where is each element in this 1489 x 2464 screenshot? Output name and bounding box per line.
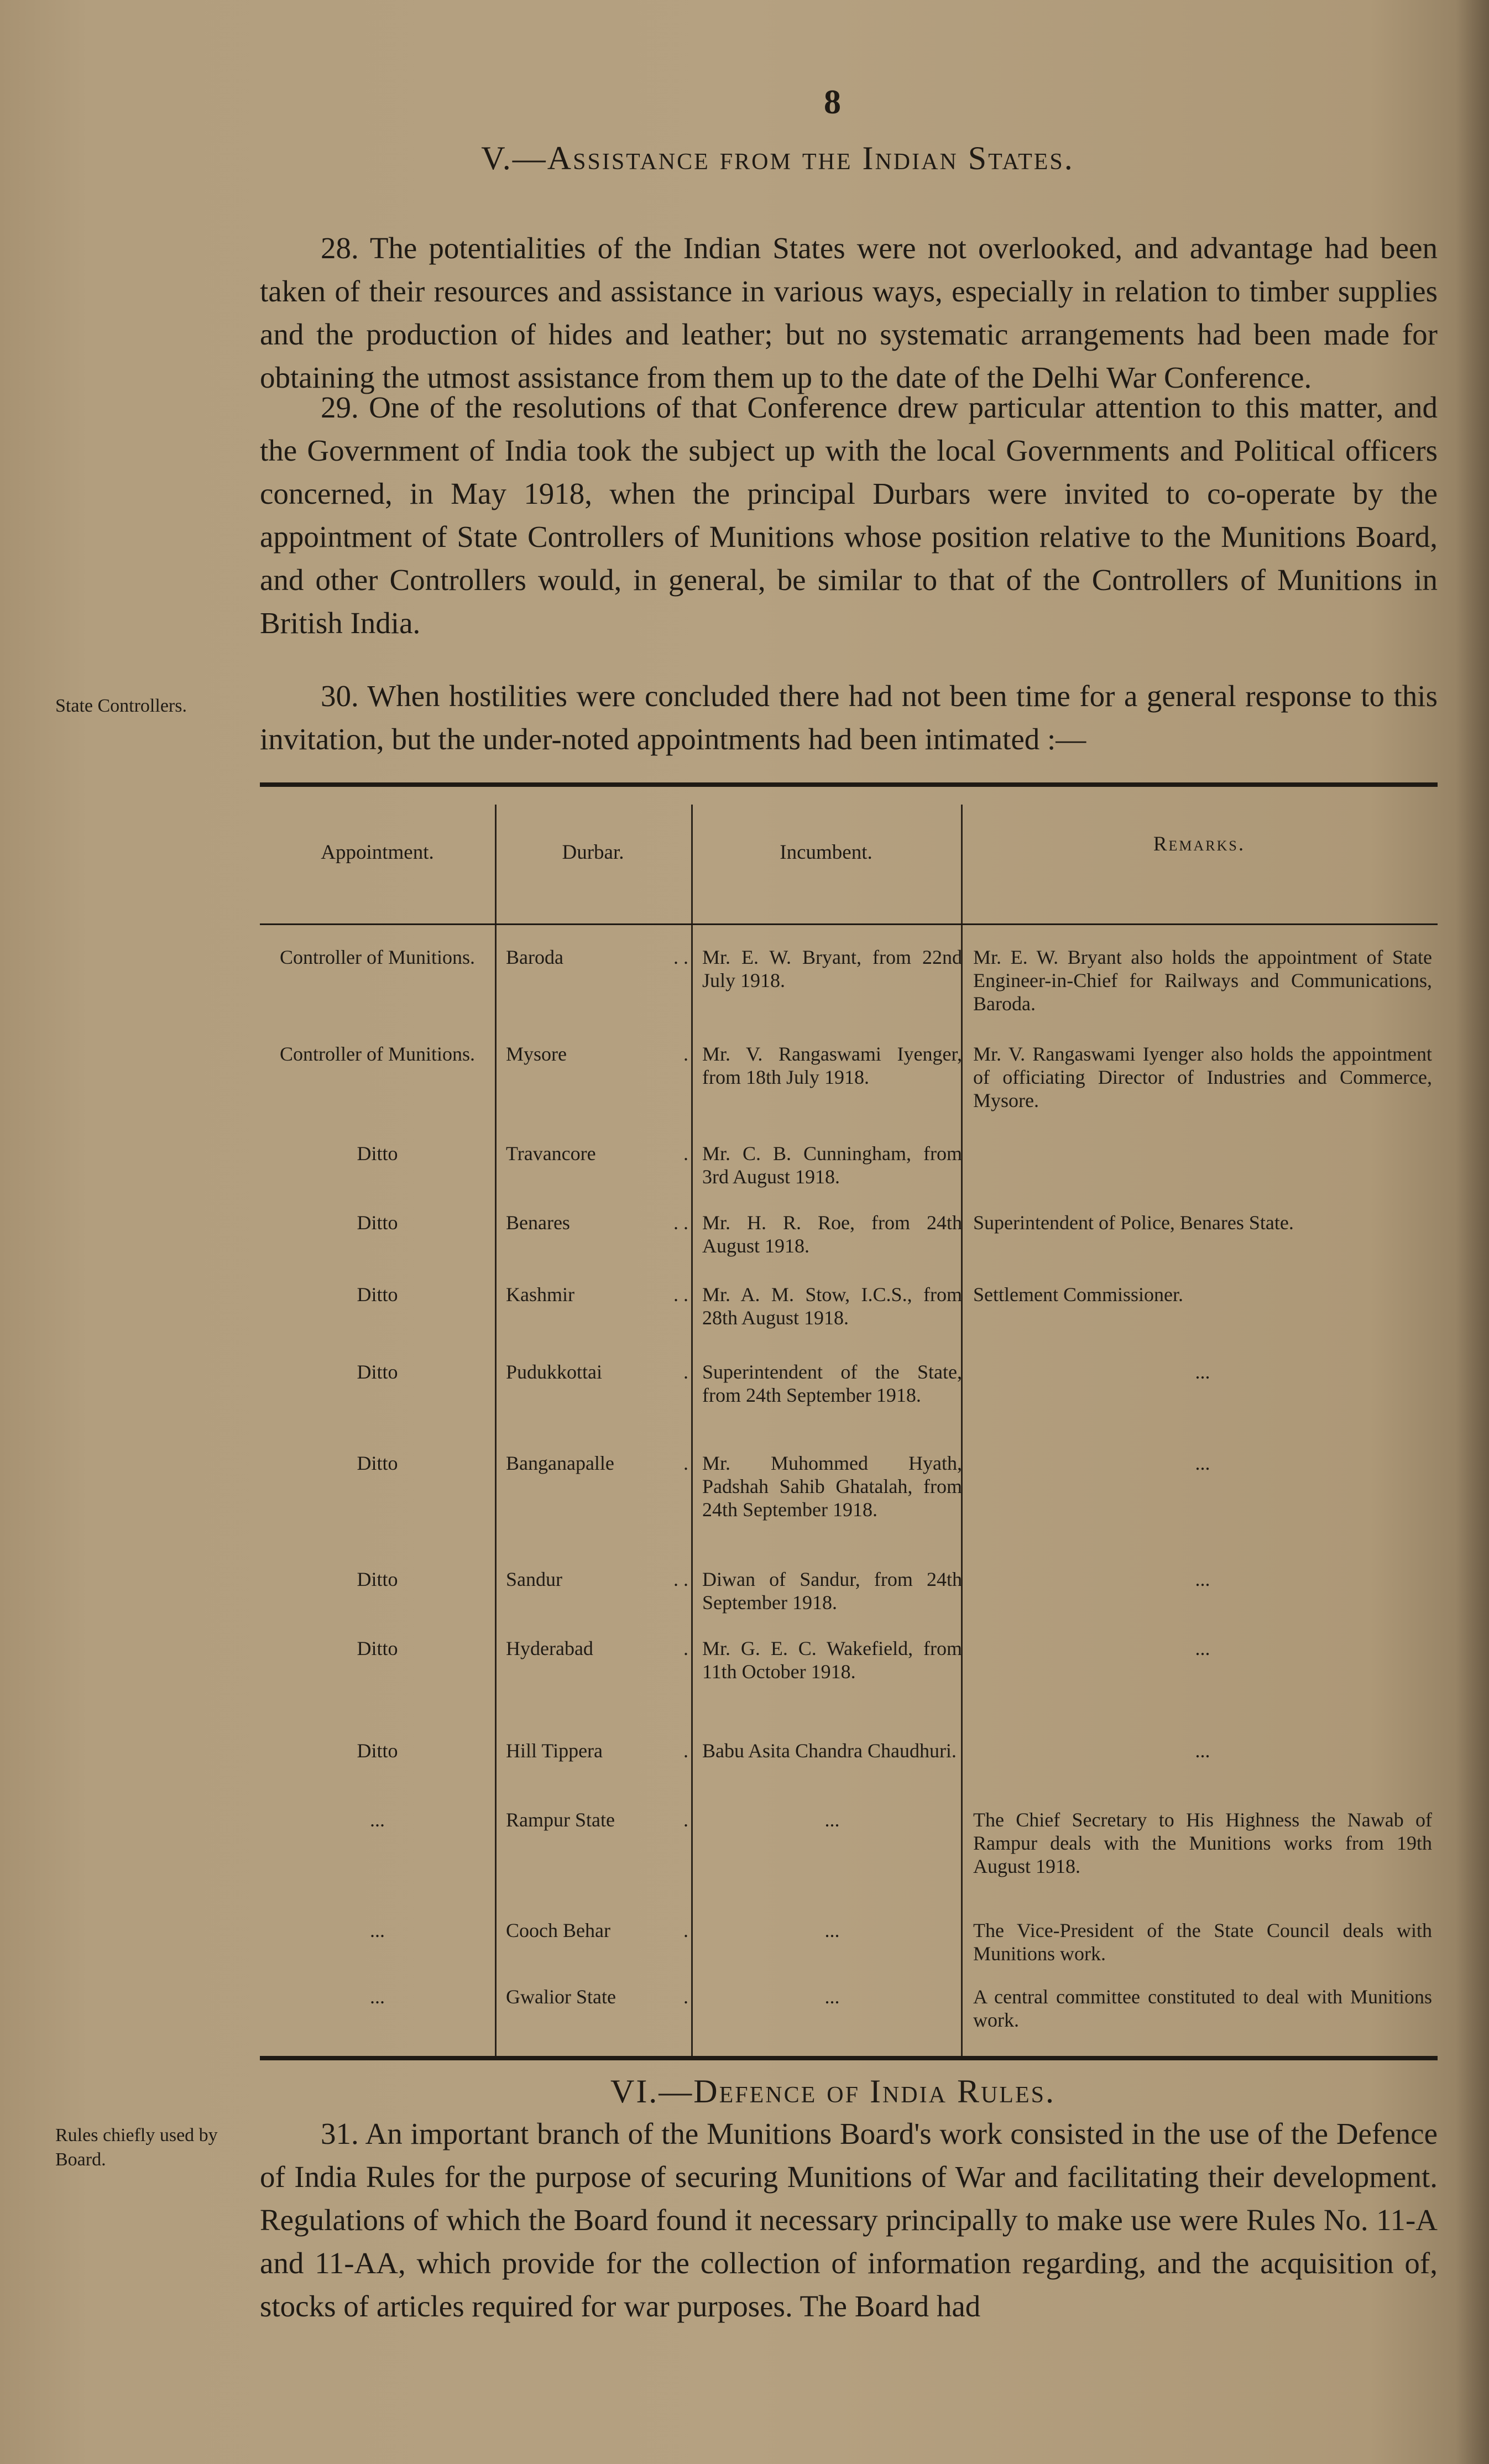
cell-appointment: Ditto [357, 1142, 398, 1165]
column-header-remarks: Remarks. [1153, 833, 1246, 855]
column-header-appointment: Appointment. [321, 841, 434, 864]
durbar-name: Kashmir [506, 1283, 574, 1306]
cell-durbar [506, 1452, 688, 1475]
paragraph-29 [260, 386, 1438, 645]
table-column-divider [961, 805, 963, 2056]
durbar-name: Mysore [506, 1043, 567, 1065]
leader-dots: . [683, 1986, 688, 2008]
cell-remarks: A central committee constituted to deal with Munitions work. [973, 1986, 1432, 2031]
cell-appointment: Ditto [357, 1568, 398, 1590]
durbar-name: Travancore [506, 1142, 596, 1165]
table-column-divider [691, 805, 693, 2056]
leader-dots: . [683, 1809, 688, 1831]
cell-appointment: Ditto [357, 1740, 398, 1762]
cell-appointment: Controller of Munitions. [280, 1043, 475, 1065]
cell-remarks: ... [1195, 1452, 1210, 1474]
column-header-durbar: Durbar. [562, 841, 624, 864]
paragraph-29-text: 29. One of the resolutions of that Conference drew particular attention to this matter, and the Government of India took the subject up with the local Governments and Political officers concerned, in May 1918, when the principal Durbars were invited to co-operate by the appointment of State Controllers of Munitions whose position relative to the Munitions Board, and other Controllers would, in general, be similar to that of the Controllers of Munitions in British India. [260, 390, 1438, 640]
table-top-rule [260, 782, 1438, 787]
cell-incumbent: Superintendent of the State, from 24th September 1918. [702, 1361, 962, 1406]
cell-appointment: ... [370, 1919, 385, 1941]
cell-incumbent: Mr. A. M. Stow, I.C.S., from 28th August 1918. [702, 1283, 962, 1329]
cell-incumbent: ... [824, 1809, 840, 1831]
cell-durbar [506, 1808, 688, 1831]
durbar-name: Cooch Behar [506, 1919, 610, 1941]
paragraph-31 [260, 2112, 1438, 2328]
cell-incumbent: Mr. C. B. Cunningham, from 3rd August 1918. [702, 1142, 962, 1188]
cell-durbar [506, 1739, 688, 1762]
cell-incumbent: ... [824, 1919, 840, 1941]
paragraph-30-text: 30. When hostilities were concluded there had not been time for a general response to this invitation, but the under-noted appointments had been intimated :— [260, 679, 1438, 756]
cell-durbar [506, 1637, 688, 1660]
leader-dots: . [683, 1043, 688, 1065]
cell-durbar [506, 1360, 688, 1384]
cell-remarks: ... [1195, 1740, 1210, 1762]
cell-remarks: ... [1195, 1568, 1210, 1590]
cell-durbar [506, 1985, 688, 2008]
leader-dots: . [683, 1361, 688, 1383]
cell-durbar [506, 1919, 688, 1942]
cell-durbar [506, 1142, 688, 1165]
column-header-incumbent: Incumbent. [780, 841, 872, 864]
cell-remarks: Superintendent of Police, Benares State. [973, 1212, 1294, 1234]
margin-note-state-controllers: State Controllers. [55, 696, 187, 716]
paragraph-28 [260, 227, 1438, 399]
durbar-name: Hill Tippera [506, 1740, 603, 1762]
cell-remarks: Settlement Commissioner. [973, 1283, 1183, 1306]
cell-incumbent: Mr. G. E. C. Wakefield, from 11th October 1918. [702, 1637, 962, 1683]
paragraph-31-text: 31. An important branch of the Munitions Board's work consisted in the use of the Defence of India Rules for the purpose of securing Munitions of War and facilitating their development. Regulations of which the Board found it necessary principally to make use were Rules No. 11-A and 11-AA, which provide for the collection of information regarding, and the acquisition of, stocks of articles required for war purposes. The Board had [260, 2117, 1438, 2323]
cell-remarks: ... [1195, 1361, 1210, 1383]
leader-dots: . . [673, 1283, 688, 1306]
cell-incumbent: Babu Asita Chandra Chaudhuri. [702, 1740, 957, 1762]
leader-dots: . . [673, 1568, 688, 1590]
leader-dots: . . [673, 1212, 688, 1234]
section-heading-vi: VI.—Defence of India Rules. [610, 2073, 1056, 2110]
cell-incumbent: Mr. E. W. Bryant, from 22nd July 1918. [702, 946, 962, 991]
cell-durbar [506, 1042, 688, 1066]
leader-dots: . . [673, 946, 688, 968]
cell-incumbent: Mr. H. R. Roe, from 24th August 1918. [702, 1212, 962, 1257]
cell-remarks: The Chief Secretary to His Highness the Nawab of Rampur deals with the Munitions works from 19th August 1918. [973, 1809, 1432, 1877]
durbar-name: Hyderabad [506, 1637, 593, 1659]
cell-appointment: Ditto [357, 1637, 398, 1659]
cell-appointment: Controller of Munitions. [280, 946, 475, 968]
cell-incumbent: Diwan of Sandur, from 24th September 1918. [702, 1568, 962, 1614]
cell-appointment: Ditto [357, 1361, 398, 1383]
durbar-name: Gwalior State [506, 1986, 616, 2008]
durbar-name: Benares [506, 1212, 570, 1234]
leader-dots: . [683, 1919, 688, 1941]
cell-durbar [506, 946, 688, 969]
leader-dots: . [683, 1142, 688, 1165]
cell-appointment: Ditto [357, 1212, 398, 1234]
cell-durbar [506, 1568, 688, 1591]
cell-durbar [506, 1211, 688, 1234]
cell-appointment: ... [370, 1809, 385, 1831]
leader-dots: . [683, 1637, 688, 1659]
page-number: 8 [824, 83, 841, 121]
table-header-rule [260, 923, 1438, 925]
cell-remarks: ... [1195, 1637, 1210, 1659]
leader-dots: . [683, 1452, 688, 1474]
durbar-name: Sandur [506, 1568, 562, 1590]
cell-incumbent: ... [824, 1986, 840, 2008]
paragraph-30 [260, 675, 1438, 761]
durbar-name: Pudukkottai [506, 1361, 603, 1383]
cell-appointment: Ditto [357, 1283, 398, 1306]
cell-remarks: Mr. V. Rangaswami Iyenger also holds the appointment of officiating Director of Industries and Commerce, Mysore. [973, 1043, 1432, 1111]
table-bottom-rule [260, 2056, 1438, 2060]
cell-remarks: Mr. E. W. Bryant also holds the appointment of State Engineer-in-Chief for Railways and Communications, Baroda. [973, 946, 1432, 1015]
section-heading-v: V.—Assistance from the Indian States. [481, 140, 1074, 176]
cell-appointment: Ditto [357, 1452, 398, 1474]
paragraph-28-text: 28. The potentialities of the Indian States were not overlooked, and advantage had been taken of their resources and assistance in various ways, especially in relation to timber supplies and the production of hides and leather; but no systematic arrangements had been made for obtaining the utmost assistance from them up to the date of the Delhi War Conference. [260, 231, 1438, 394]
leader-dots: . [683, 1740, 688, 1762]
cell-incumbent: Mr. V. Rangaswami Iyenger, from 18th July 1918. [702, 1043, 962, 1088]
durbar-name: Banganapalle [506, 1452, 614, 1474]
cell-incumbent: Mr. Muhommed Hyath, Padshah Sahib Ghatalah, from 24th September 1918. [702, 1452, 962, 1521]
cell-appointment: ... [370, 1986, 385, 2008]
cell-remarks: The Vice-President of the State Council deals with Munitions work. [973, 1919, 1432, 1965]
durbar-name: Baroda [506, 946, 563, 968]
table-column-divider [495, 805, 497, 2056]
cell-durbar [506, 1283, 688, 1306]
margin-note-rules-used: Rules chiefly used by Board. [55, 2125, 218, 2170]
durbar-name: Rampur State [506, 1809, 615, 1831]
